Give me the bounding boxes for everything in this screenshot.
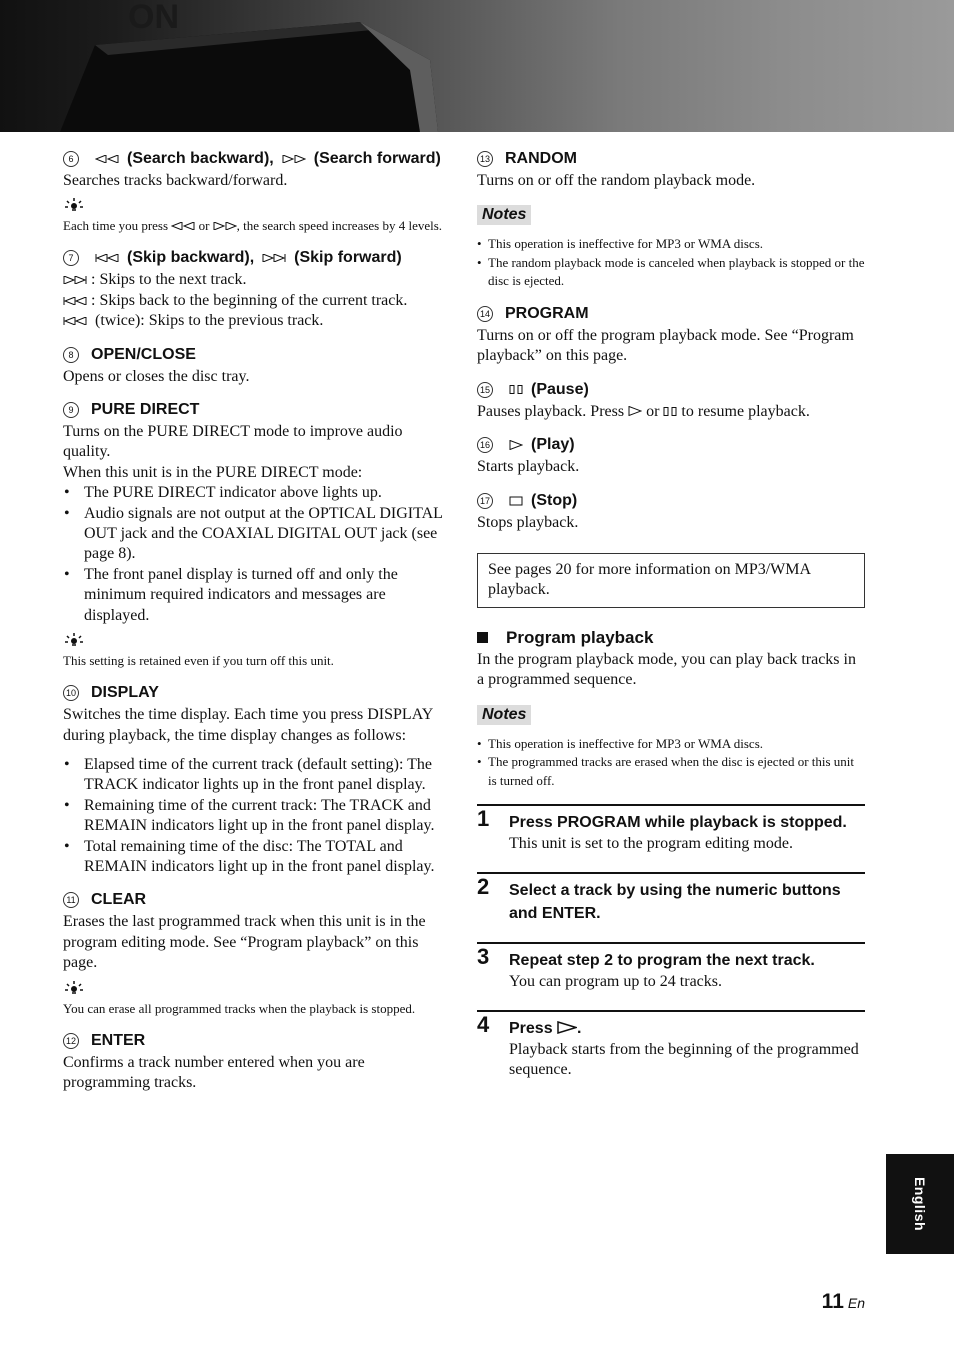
step-heading-text: Press bbox=[509, 1020, 553, 1038]
body-line bbox=[477, 402, 865, 422]
page-number bbox=[822, 1290, 865, 1314]
list-item: • The front panel display is turned off and only the minimum required indicators and messages are displayed. bbox=[63, 565, 449, 626]
body-text: Pauses playback. Press bbox=[477, 402, 625, 420]
pause-icon bbox=[509, 385, 523, 394]
notes-label: Notes bbox=[477, 705, 531, 725]
section-heading bbox=[477, 381, 865, 399]
heading-text: PURE DIRECT bbox=[91, 401, 200, 419]
heading-text: PROGRAM bbox=[505, 304, 589, 322]
step-heading-text: . bbox=[577, 1020, 582, 1038]
program-playback-heading bbox=[477, 628, 865, 648]
list-item: • This operation is ineffective for MP3 or WMA discs. bbox=[477, 735, 865, 754]
skip-backward-icon bbox=[63, 297, 87, 305]
body-text: to resume playback. bbox=[681, 402, 810, 420]
search-forward-icon bbox=[282, 155, 306, 163]
body-text: Starts playback. bbox=[477, 458, 580, 476]
tip-text-or: or bbox=[198, 218, 210, 234]
device-photo-illustration bbox=[0, 0, 954, 132]
skip-backward-icon bbox=[63, 317, 87, 325]
section-open-close bbox=[63, 346, 449, 387]
body-text: : Skips to the next track. bbox=[91, 271, 247, 289]
page-number-suffix: En bbox=[847, 1295, 865, 1311]
section-heading bbox=[63, 891, 449, 909]
step-heading: Press PROGRAM while playback is stopped. bbox=[509, 814, 847, 832]
heading-text: (Stop) bbox=[531, 491, 578, 509]
step-number: 4 bbox=[477, 1012, 490, 1038]
item-number: 16 bbox=[477, 437, 493, 453]
section-heading bbox=[63, 401, 449, 419]
play-icon bbox=[509, 440, 523, 450]
heading-text: Program playback bbox=[506, 627, 654, 647]
left-column bbox=[63, 150, 449, 1107]
body-text: Confirms a track number entered when you are programming tracks. bbox=[63, 1053, 365, 1091]
step-number: 3 bbox=[477, 944, 490, 970]
step-item bbox=[477, 1010, 865, 1081]
section-heading bbox=[477, 305, 865, 323]
section-search bbox=[63, 150, 449, 235]
language-side-tab bbox=[886, 1154, 954, 1254]
body-text: In the program playback mode, you can play back tracks in a programmed sequence. bbox=[477, 650, 856, 689]
step-body: You can program up to 24 tracks. bbox=[509, 973, 723, 991]
svg-text:ON: ON bbox=[128, 0, 179, 36]
section-random bbox=[477, 150, 865, 191]
body-text: Switches the time display. Each time you press DISPLAY during playback, the time display changes as follows: bbox=[63, 706, 433, 744]
search-forward-icon bbox=[213, 222, 237, 230]
body-text: Turns on or off the program playback mode. See “Program playback” on this page. bbox=[477, 326, 854, 365]
section-heading bbox=[63, 1032, 449, 1050]
item-number: 12 bbox=[63, 1033, 79, 1049]
notes-label: Notes bbox=[477, 205, 531, 225]
heading-text: (Search backward), bbox=[127, 150, 274, 167]
section-program bbox=[477, 305, 865, 367]
item-number: 6 bbox=[63, 151, 79, 167]
body-line bbox=[63, 270, 449, 290]
item-number: 8 bbox=[63, 347, 79, 363]
section-clear bbox=[63, 891, 449, 1017]
item-number: 10 bbox=[63, 685, 79, 701]
page-number-value: 11 bbox=[821, 1290, 844, 1313]
side-tab-label: English bbox=[912, 1176, 928, 1232]
heading-text: (Play) bbox=[531, 436, 575, 454]
item-number: 17 bbox=[477, 493, 493, 509]
list-item: • Audio signals are not output at the OPTICAL DIGITAL OUT jack and the COAXIAL DIGITAL OUT jack (see page 8). bbox=[63, 504, 449, 565]
section-pause bbox=[477, 381, 865, 422]
tip-text: This setting is retained even if you turn off this unit. bbox=[63, 653, 334, 669]
step-item bbox=[477, 872, 865, 942]
lightbulb-tip-icon bbox=[63, 197, 85, 213]
step-heading: Select a track by using the numeric buttons and ENTER. bbox=[509, 882, 841, 923]
section-heading bbox=[63, 249, 449, 267]
list-item: • The random playback mode is canceled when playback is stopped or the disc is ejected. bbox=[477, 254, 865, 291]
item-number: 15 bbox=[477, 382, 493, 398]
section-stop bbox=[477, 492, 865, 533]
section-heading bbox=[63, 346, 449, 364]
list-item: • Remaining time of the current track: The TRACK and REMAIN indicators light up in the front panel display. bbox=[63, 796, 449, 837]
heading-text: OPEN/CLOSE bbox=[91, 345, 196, 363]
body-text: (twice): Skips to the previous track. bbox=[95, 312, 324, 330]
search-backward-icon bbox=[95, 155, 119, 163]
section-play bbox=[477, 436, 865, 477]
tip-text: You can erase all programmed tracks when the playback is stopped. bbox=[63, 1000, 416, 1016]
heading-text: (Skip forward) bbox=[294, 249, 402, 267]
bullet-list bbox=[63, 755, 449, 877]
list-item: • The PURE DIRECT indicator above lights up. bbox=[63, 483, 449, 503]
notes-block bbox=[477, 205, 865, 291]
heading-text: ENTER bbox=[91, 1031, 146, 1049]
heading-text: (Skip backward), bbox=[127, 249, 255, 267]
section-enter bbox=[63, 1032, 449, 1094]
body-text: Searches tracks backward/forward. bbox=[63, 172, 288, 189]
step-body: This unit is set to the program editing mode. bbox=[509, 835, 793, 853]
body-text: Erases the last programmed track when this unit is in the program editing mode. See “Program playback” on this page. bbox=[63, 913, 426, 972]
notes-block bbox=[477, 705, 865, 791]
lightbulb-tip-icon bbox=[63, 632, 85, 648]
lightbulb-tip-icon bbox=[63, 980, 85, 996]
heading-text: CLEAR bbox=[91, 891, 147, 909]
section-heading bbox=[477, 150, 865, 168]
heading-text: DISPLAY bbox=[91, 684, 159, 702]
step-item bbox=[477, 942, 865, 1010]
body-text: or bbox=[646, 402, 660, 420]
tip-text-b: , the search speed increases by 4 levels. bbox=[236, 218, 443, 234]
item-number: 14 bbox=[477, 306, 493, 322]
section-display bbox=[63, 684, 449, 877]
play-icon bbox=[557, 1021, 577, 1034]
step-number: 1 bbox=[477, 806, 490, 832]
pause-icon bbox=[663, 407, 677, 416]
step-heading: Repeat step 2 to program the next track. bbox=[509, 952, 815, 970]
item-number: 9 bbox=[63, 402, 79, 418]
section-skip bbox=[63, 249, 449, 331]
list-item: • The programmed tracks are erased when the disc is ejected or this unit is turned off. bbox=[477, 753, 865, 790]
section-pure-direct bbox=[63, 401, 449, 670]
notes-list bbox=[477, 235, 865, 291]
play-icon bbox=[628, 406, 642, 416]
body-text: When this unit is in the PURE DIRECT mode: bbox=[63, 463, 363, 481]
square-bullet-icon bbox=[477, 632, 488, 643]
body-text: : Skips back to the beginning of the current track. bbox=[91, 291, 408, 309]
step-heading bbox=[509, 1017, 865, 1040]
body-text: Turns on the PURE DIRECT mode to improve audio quality. bbox=[63, 423, 403, 461]
steps-list bbox=[477, 804, 865, 1081]
section-heading bbox=[63, 684, 449, 702]
item-number: 13 bbox=[477, 151, 493, 167]
bullet-list bbox=[63, 483, 449, 626]
list-item: • Total remaining time of the disc: The TOTAL and REMAIN indicators light up in the front panel display. bbox=[63, 837, 449, 878]
section-heading bbox=[477, 436, 865, 454]
tip-text bbox=[63, 217, 449, 235]
body-line bbox=[63, 291, 449, 311]
step-item bbox=[477, 804, 865, 872]
list-item: • Elapsed time of the current track (default setting): The TRACK indicator lights up in the front panel display. bbox=[63, 755, 449, 796]
search-backward-icon bbox=[171, 222, 195, 230]
header-photo bbox=[0, 0, 954, 132]
info-box: See pages 20 for more information on MP3/WMA playback. bbox=[477, 553, 865, 608]
body-text: Opens or closes the disc tray. bbox=[63, 367, 250, 385]
step-body: Playback starts from the beginning of the programmed sequence. bbox=[509, 1041, 859, 1079]
heading-text: (Search forward) bbox=[313, 150, 441, 167]
skip-forward-icon bbox=[262, 254, 286, 262]
step-number: 2 bbox=[477, 874, 490, 900]
right-column bbox=[477, 150, 865, 1081]
body-line bbox=[63, 311, 449, 331]
heading-text: RANDOM bbox=[505, 150, 577, 167]
list-item: • This operation is ineffective for MP3 or WMA discs. bbox=[477, 235, 865, 254]
tip-text-a: Each time you press bbox=[63, 218, 169, 234]
item-number: 7 bbox=[63, 250, 79, 266]
skip-forward-icon bbox=[63, 276, 87, 284]
program-playback-section bbox=[477, 628, 865, 691]
stop-icon bbox=[509, 496, 523, 506]
section-heading bbox=[63, 150, 449, 168]
item-number: 11 bbox=[63, 892, 79, 908]
section-heading bbox=[477, 492, 865, 510]
body-text: Turns on or off the random playback mode. bbox=[477, 172, 756, 189]
notes-list bbox=[477, 735, 865, 791]
heading-text: (Pause) bbox=[531, 380, 589, 398]
skip-backward-icon bbox=[95, 254, 119, 262]
body-text: Stops playback. bbox=[477, 513, 579, 531]
